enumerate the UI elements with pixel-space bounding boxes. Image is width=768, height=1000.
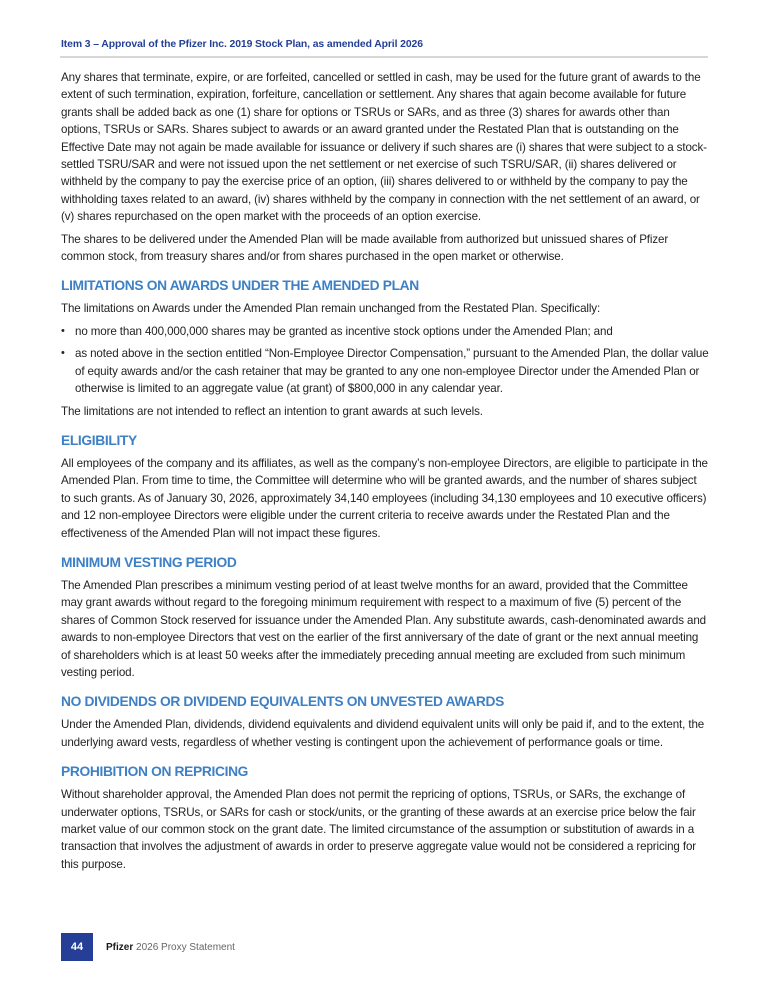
section-limitations [61, 277, 709, 419]
bullet-icon: • [61, 324, 65, 337]
limitations-intro: The limitations on Awards under the Amended Plan remain unchanged from the Restated Plan. Specifically: [61, 302, 601, 316]
vesting-body: The Amended Plan prescribes a minimum vesting period of at least twelve months for an award, provided that the Committee may grant awards without regard to the foregoing minimum requirement with respect to a maximum of five (5) percent of the shares of Common Stock reserved for issuance under the Amended Plan. Any substitute awards, cash-denominated awards and awards to non-employee Directors that vest on the earlier of the first anniversary of the date of grant or the next annual meeting of shareholders which is at least 50 weeks after the immediately preceding annual meeting are excluded from such minimum vesting period. [61, 578, 706, 679]
section-heading-vesting: MINIMUM VESTING PERIOD [61, 554, 237, 570]
intro-paragraph-1: Any shares that terminate, expire, or are forfeited, cancelled or settled in cash, may be used for the future grant of awards to the extent of such termination, expiration, forfeiture, cancellation or settlement. Any shares that again become available for future grants shall be added back as one (1) share for options or TSRUs or SARs, and as three (3) shares for awards other than options, TSRUs or SARs. Shares subject to awards or an award granted under the Restated Plan that is outstanding on the Effective Date may not again be made available for issuance or delivery if such shares are (i) shares that were subject to a stock-settled TSRU/SAR and were not issued upon the net settlement or net exercise of such TSRU/SAR, (ii) shares delivered or withheld by the company to pay the exercise price of an option, (iii) shares delivered to or withheld by the company to pay the withholding taxes related to an award, (iv) shares withheld by the company in connection with the net settlement of an award, or (v) shares repurchased on the open market with the proceeds of an option exercise. [61, 71, 707, 224]
section-vesting [61, 554, 709, 681]
section-heading-limitations: LIMITATIONS ON AWARDS UNDER THE AMENDED PLAN [61, 278, 419, 294]
bullet-icon: • [61, 347, 65, 360]
intro-paragraph-2: The shares to be delivered under the Amended Plan will be made available from authorized but unissued shares of Pfizer common stock, from treasury shares and/or from shares purchased in the open market or otherwise. [61, 232, 669, 264]
section-heading-repricing: PROHIBITION ON REPRICING [61, 764, 249, 780]
list-item [61, 345, 709, 397]
section-heading-eligibility: ELIGIBILITY [61, 432, 137, 448]
list-item [61, 323, 709, 340]
footer-publication [106, 942, 235, 953]
repricing-body: Without shareholder approval, the Amended Plan does not permit the repricing of options, TSRUs, or SARs, the exchange of underwater options, TSRUs, or SARs for cash or stock/units, or the granting of these awards at an exercise price below the fair market value of our common stock on the grant date. The limited circumstance of the assumption or substitution of awards in a transaction that involves the adjustment of awards in order to preserve aggregate value would not be considered a repricing for this purpose. [61, 788, 697, 871]
section-heading-dividends: NO DIVIDENDS OR DIVIDEND EQUIVALENTS ON UNVESTED AWARDS [61, 694, 504, 710]
section-repricing [61, 763, 709, 873]
list-item-text: as noted above in the section entitled “Non-Employee Director Compensation,” pursuant to the Amended Plan, the dollar value of equity awards and/or the cash retainer that may be granted to any one non-employee Director under the Amended Plan or otherwise is limited to an aggregate value (at grant) of $800,000 in any calendar year. [75, 347, 709, 396]
section-eligibility [61, 432, 709, 542]
section-dividends [61, 693, 709, 751]
running-header: Item 3 – Approval of the Pfizer Inc. 2019 Stock Plan, as amended April 2026 [61, 39, 423, 50]
header-divider [60, 56, 708, 58]
footer-brand: Pfizer [106, 941, 134, 953]
footer-publication-title: 2026 Proxy Statement [133, 941, 235, 953]
limitations-closing: The limitations are not intended to reflect an intention to grant awards at such levels. [61, 404, 483, 418]
eligibility-body: All employees of the company and its affiliates, as well as the company’s non-employee Directors, are eligible to participate in the Amended Plan. From time to time, the Committee will determine who will be granted awards, and the number of shares subject to such grants. As of January 30, 2026, approximately 34,140 employees (including 34,130 employees and 10 executive officers) and 12 non-employee Directors were eligible under the current criteria to receive awards under the Restated Plan and the effectiveness of the Amended Plan will not impact these figures. [61, 456, 708, 540]
list-item-text: no more than 400,000,000 shares may be granted as incentive stock options under the Amended Plan; and [75, 324, 613, 338]
limitations-bullet-list [61, 323, 709, 398]
page-number-badge: 44 [61, 933, 93, 961]
dividends-body: Under the Amended Plan, dividends, dividend equivalents and dividend equivalent units will only be paid if, and to the extent, the underlying award vests, regardless of whether vesting is contingent upon the achievement of performance goals or time. [61, 718, 705, 749]
page-footer [61, 933, 235, 961]
page-content [61, 69, 709, 878]
